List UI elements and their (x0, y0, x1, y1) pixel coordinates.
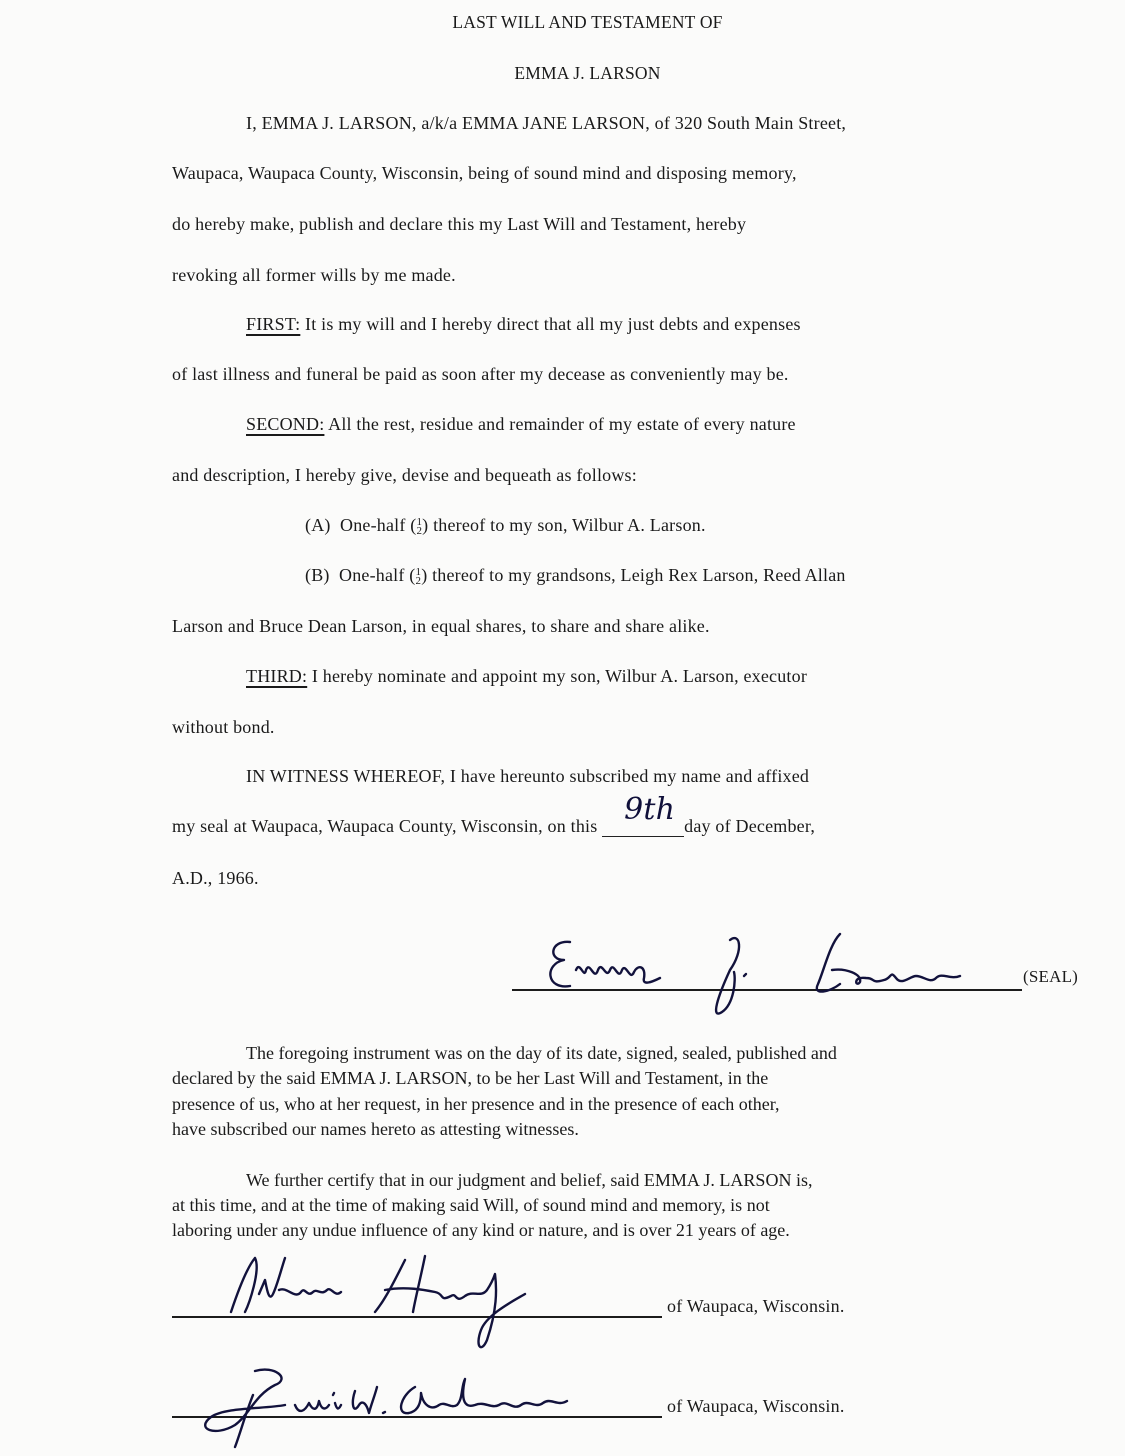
day-blank (602, 792, 684, 837)
third-line-2: without bond. (172, 717, 275, 737)
attestation-p2-line-2: at this time, and at the time of making said Will, of sound mind and memory, is not (172, 1195, 770, 1215)
attestation-p1-line-1: The foregoing instrument was on the day of its date, signed, sealed, published and (246, 1043, 837, 1063)
first-heading: FIRST: (246, 314, 301, 334)
fraction-numerator: 1 (415, 565, 422, 578)
bequest-b-continuation: Larson and Bruce Dean Larson, in equal shares, to share and share alike. (172, 616, 710, 636)
seal-label: (SEAL) (1023, 967, 1079, 986)
bequest-b-prefix: One-half ( (339, 565, 416, 585)
intro-line-1: I, EMMA J. LARSON, a/k/a EMMA JANE LARSON, of 320 South Main Street, (246, 113, 847, 133)
third-heading: THIRD: (246, 666, 308, 686)
second-heading: SECOND: (246, 414, 325, 434)
fraction-denominator: 2 (416, 524, 423, 537)
fraction-numerator: 1 (416, 515, 423, 528)
witness-line-3: A.D., 1966. (172, 868, 259, 888)
witness-2-residence: of Waupaca, Wisconsin. (667, 1396, 845, 1416)
second-line-2: and description, I hereby give, devise and bequeath as follows: (172, 465, 637, 485)
first-line-1: It is my will and I hereby direct that all my just debts and expenses (300, 314, 801, 334)
first-line-2: of last illness and funeral be paid as soon after my decease as conveniently may be. (172, 364, 789, 384)
intro-line-4: revoking all former wills by me made. (172, 265, 456, 285)
attestation-p1-line-2: declared by the said EMMA J. LARSON, to be her Last Will and Testament, in the (172, 1068, 769, 1088)
intro-line-2: Waupaca, Waupaca County, Wisconsin, being of sound mind and disposing memory, (172, 163, 797, 183)
witness-line-2-before: my seal at Waupaca, Waupaca County, Wisconsin, on this (172, 816, 603, 836)
testator-signature (540, 930, 1000, 1020)
witness-line-2 (172, 792, 816, 837)
attestation-p1-line-4: have subscribed our names hereto as attesting witnesses. (172, 1119, 579, 1139)
bequest-a-prefix: One-half ( (340, 515, 417, 535)
attestation-p2-line-1: We further certify that in our judgment and belief, said EMMA J. LARSON is, (246, 1170, 813, 1190)
second-article (246, 414, 796, 435)
fraction-denominator: 2 (415, 574, 422, 587)
attestation-p1-line-3: presence of us, who at her request, in her presence and in the presence of each other, (172, 1094, 780, 1114)
bequest-b-suffix: ) thereof to my grandsons, Leigh Rex Larson, Reed Allan (421, 565, 846, 585)
third-article (246, 666, 807, 687)
bequest-a-suffix: ) thereof to my son, Wilbur A. Larson. (422, 515, 706, 535)
bequest-item-b (305, 565, 846, 586)
third-line-1: I hereby nominate and appoint my son, Wilbur A. Larson, executor (307, 666, 808, 686)
testator-name-heading: EMMA J. LARSON (514, 63, 661, 83)
witness-2-signature (195, 1365, 635, 1450)
witness-1-residence: of Waupaca, Wisconsin. (667, 1296, 845, 1316)
intro-line-3: do hereby make, publish and declare this my Last Will and Testament, hereby (172, 214, 747, 234)
first-article (246, 314, 801, 335)
document-title: LAST WILL AND TESTAMENT OF (452, 12, 723, 32)
bequest-a-marker: (A) (305, 515, 331, 535)
attestation-p2-line-3: laboring under any undue influence of any kind or nature, and is over 21 years of age. (172, 1220, 790, 1240)
bequest-item-a (305, 515, 706, 536)
second-line-1: All the rest, residue and remainder of my estate of every nature (324, 414, 796, 434)
witness-line-1: IN WITNESS WHEREOF, I have hereunto subscribed my name and affixed (246, 766, 810, 786)
witness-line-2-after: day of December, (684, 816, 816, 836)
handwritten-day: 9th (624, 792, 676, 827)
bequest-b-marker: (B) (305, 565, 330, 585)
witness-1-signature (225, 1250, 625, 1360)
